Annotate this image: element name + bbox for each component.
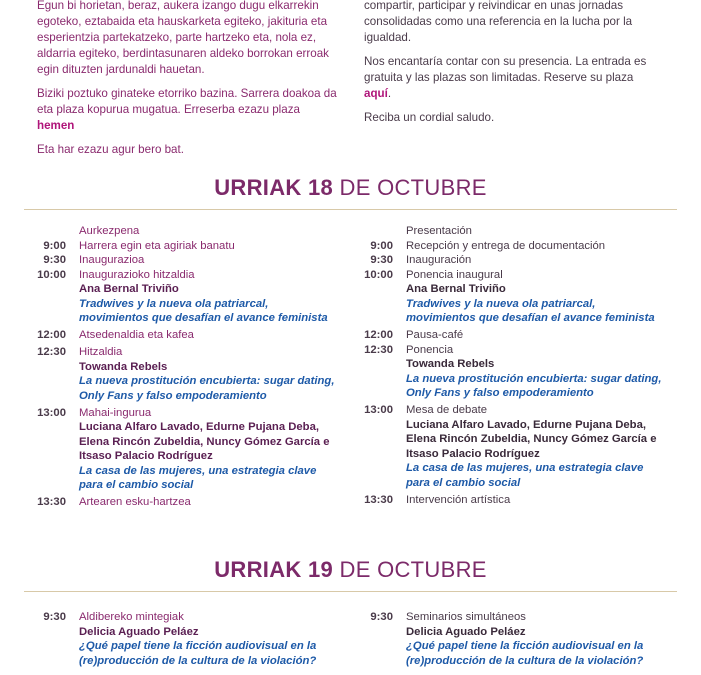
talk-title: ¿Qué papel tiene la ficción audiovisual en la (re)producción de la cultura de la violación?	[406, 640, 644, 667]
intro-es-paragraph-3: Reciba un cordial saludo.	[364, 111, 495, 124]
session-label: Aldibereko mintegiak	[79, 611, 184, 623]
session-label: Pausa-café	[406, 329, 464, 341]
speaker: Ana Bernal Triviño	[79, 283, 179, 295]
program-item	[26, 224, 336, 239]
session-label: Harrera egin eta agiriak banatu	[79, 239, 235, 252]
time: 9:30	[43, 611, 66, 623]
day1-heading	[0, 175, 701, 201]
talk-title: La nueva prostitución encubierta: sugar dating, Only Fans y falso empoderamiento	[79, 375, 335, 402]
day1-divider	[24, 209, 677, 210]
program-item	[353, 253, 663, 268]
day2-program-basque	[26, 610, 336, 668]
session-label: Mahai-ingurua	[79, 406, 152, 419]
time: 9:00	[43, 239, 66, 252]
program-item	[353, 343, 663, 401]
program-item	[26, 495, 336, 510]
intro-es-reserve-text: Nos encantaría contar con su presencia. La entrada es gratuita y las plazas son limitadas. Reserve su plaza	[364, 55, 647, 84]
time: 13:00	[364, 404, 393, 416]
session-label: Intervención artística	[406, 493, 511, 506]
session-label: Mesa de debate	[406, 404, 488, 416]
intro-eu-paragraph-2	[37, 86, 337, 134]
talk-title: ¿Qué papel tiene la ficción audiovisual en la (re)producción de la cultura de la violación?	[79, 640, 317, 667]
talk-title: Tradwives y la nueva ola patriarcal, movimientos que desafían el avance feminista	[406, 297, 655, 324]
day2-program-spanish	[353, 610, 663, 668]
talk-title: La nueva prostitución encubierta: sugar dating, Only Fans y falso empoderamiento	[406, 372, 662, 399]
speaker: Ana Bernal Triviño	[406, 283, 506, 295]
time: 10:00	[37, 268, 66, 281]
session-label: Hitzaldia	[79, 346, 123, 358]
program-item	[26, 239, 336, 254]
intro-spanish	[364, 0, 656, 134]
speaker: Delicia Aguado Peláez	[406, 625, 526, 638]
day2-heading	[0, 557, 701, 583]
intro-es-paragraph-2: Nos encantaría contar con su presencia. La entrada es gratuita y las plazas son limitadas. Reserve su plaza aquí.	[364, 55, 647, 100]
program-item	[26, 345, 336, 403]
speaker: Luciana Alfaro Lavado, Edurne Pujana Deba, Elena Rincón Zubeldia, Nuncy Gómez García e Itsaso Palacio Rodríguez	[406, 418, 657, 460]
intro-es-paragraph-1: compartir, participar y reivindicar en unas jornadas consolidadas como una referencia en la lucha por la igualdad.	[364, 0, 633, 44]
session-label: Artearen esku-hartzea	[79, 496, 191, 508]
time: 9:00	[370, 239, 393, 252]
program-item	[353, 224, 663, 239]
day2-heading-rest: DE OCTUBRE	[339, 557, 487, 582]
time: 12:30	[37, 346, 66, 358]
reserve-link-eu[interactable]: hemen	[37, 119, 75, 132]
session-label: Inaugurazioa	[79, 254, 145, 266]
time: 12:00	[364, 329, 393, 341]
program-item	[26, 268, 336, 326]
talk-title: La casa de las mujeres, una estrategia clave para el cambio social	[406, 462, 644, 489]
program-item	[353, 403, 663, 490]
time: 12:00	[37, 329, 66, 341]
session-label: Ponencia inaugural	[406, 268, 503, 281]
intro-eu-paragraph-3: Eta har ezazu agur bero bat.	[37, 143, 184, 156]
speaker: Luciana Alfaro Lavado, Edurne Pujana Deba, Elena Rincón Zubeldia, Nuncy Gómez García e Itsaso Palacio Rodríguez	[79, 421, 330, 462]
program-item	[26, 610, 336, 668]
time: 12:30	[364, 343, 393, 356]
time: 13:00	[37, 406, 66, 419]
intro-basque	[37, 0, 337, 166]
intro-eu-paragraph-1: Egun bi horietan, beraz, aukera izango dugu elkarrekin egoteko, eztabaida eta hauskarketa egiteko, jakituria eta esperientzia partekatzeko, parte hartzeko eta, nola ez, aldarria egiteko, berdintasunaren aldeko borrokan erroak egin dituzten jardunaldi hauetan.	[37, 0, 329, 76]
program-item	[353, 268, 663, 326]
speaker: Towanda Rebels	[406, 358, 495, 370]
program-item	[353, 328, 663, 343]
session-label: Inauguración	[406, 254, 472, 266]
session-label: Seminarios simultáneos	[406, 611, 526, 623]
program-item	[353, 493, 663, 508]
time: 10:00	[364, 268, 393, 281]
day1-program-basque	[26, 224, 336, 510]
time: 13:30	[37, 496, 66, 508]
session-label: Recepción y entrega de documentación	[406, 239, 606, 252]
time: 13:30	[364, 493, 393, 506]
program-item	[26, 253, 336, 268]
program-item	[353, 239, 663, 254]
talk-title: Tradwives y la nueva ola patriarcal, movimientos que desafían el avance feminista	[79, 297, 328, 324]
program-item	[26, 406, 336, 493]
time: 9:30	[370, 254, 393, 266]
talk-title: La casa de las mujeres, una estrategia clave para el cambio social	[79, 464, 317, 491]
day1-heading-rest: DE OCTUBRE	[339, 175, 487, 200]
speaker: Towanda Rebels	[79, 360, 168, 373]
time: 9:30	[370, 611, 393, 623]
program-item	[26, 328, 336, 343]
section-label: Presentación	[406, 225, 472, 237]
reserve-link-es[interactable]: aquí	[364, 87, 388, 100]
day1-program-spanish	[353, 224, 663, 507]
intro-eu-reserve-text: Biziki poztuko ginateke etorriko bazina. Sarrera doakoa da eta plaza kopurua mugatua. Erreserba ezazu plaza	[37, 87, 337, 116]
section-label: Aurkezpena	[79, 225, 140, 237]
program-item	[353, 610, 663, 668]
speaker: Delicia Aguado Peláez	[79, 625, 199, 638]
time: 9:30	[43, 254, 66, 266]
session-label: Atsedenaldia eta kafea	[79, 329, 194, 341]
day2-heading-bold: URRIAK 19	[214, 557, 334, 582]
day1-heading-bold: URRIAK 18	[214, 175, 334, 200]
session-label: Inaugurazioko hitzaldia	[79, 268, 195, 281]
day2-divider	[24, 591, 677, 592]
session-label: Ponencia	[406, 343, 454, 356]
